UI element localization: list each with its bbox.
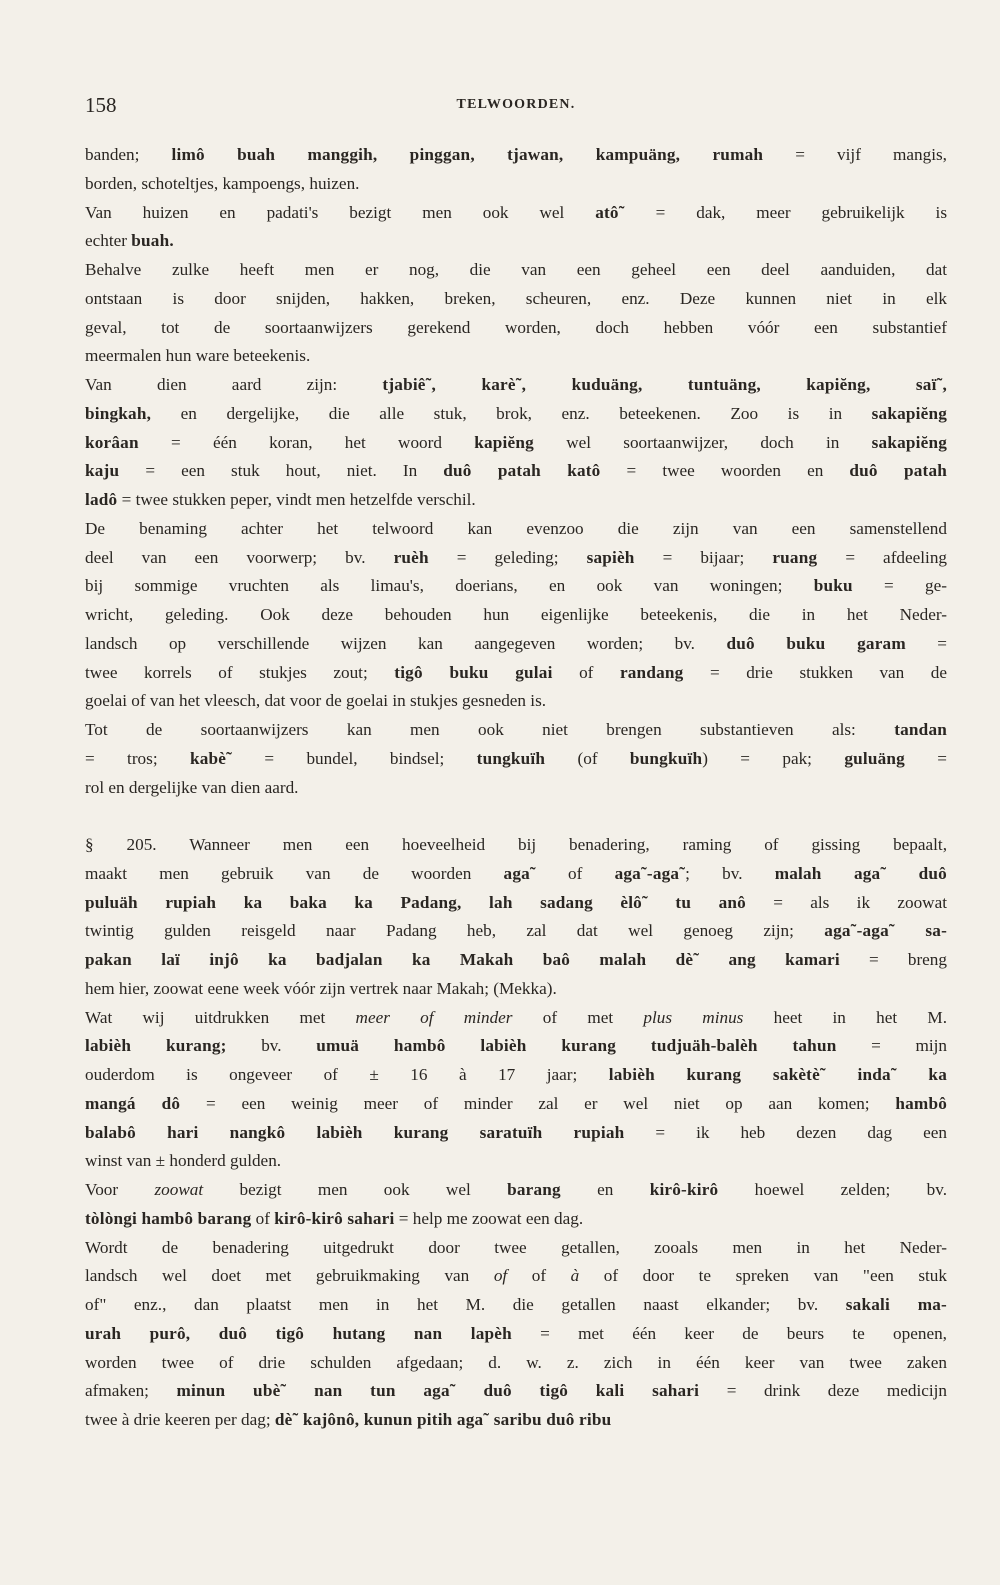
text-run: Tot de soortaanwijzers kan men ook niet brengen substantieven als:	[85, 720, 895, 739]
malay-term: sapièh	[586, 547, 635, 567]
text-run: of	[251, 1208, 275, 1228]
text-run: heet in het M.	[743, 1007, 947, 1027]
text-run: = drink deze medicijn	[699, 1381, 947, 1401]
malay-term: tigô buku gulai	[394, 662, 553, 682]
text-run: (of	[545, 748, 630, 768]
text-line	[85, 1147, 947, 1176]
malay-term: labièh kurang;	[85, 1036, 227, 1056]
malay-term: aga˜-aga˜ sa-	[824, 921, 947, 941]
text-line	[85, 745, 947, 774]
text-run: = een stuk hout, niet. In	[119, 461, 444, 481]
text-run: = mijn	[836, 1036, 947, 1056]
text-run: Voor	[85, 1180, 155, 1199]
text-run: borden, schoteltjes, kampoengs, huizen.	[85, 173, 360, 193]
text-line	[85, 170, 947, 199]
malay-term: guluäng	[844, 748, 905, 768]
text-line	[85, 227, 947, 256]
malay-term: limô buah manggih, pinggan, tjawan, kampuäng, rumah	[171, 145, 764, 164]
text-line	[85, 544, 947, 573]
text-line	[85, 371, 947, 400]
text-line	[85, 831, 947, 860]
text-run: ; bv.	[685, 863, 775, 883]
malay-term: balabô hari nangkô labièh kurang saratuïh rupiah	[85, 1122, 625, 1142]
malay-term: aga˜	[503, 863, 536, 883]
text-run: twee à drie keeren per dag;	[85, 1410, 275, 1429]
text-line	[85, 630, 947, 659]
emphasis: à	[570, 1266, 580, 1286]
malay-term: buah.	[131, 231, 174, 251]
text-run: wel soortaanwijzer, doch in	[533, 432, 872, 452]
text-run: Van dien aard zijn:	[85, 375, 383, 394]
text-run: ) = pak;	[702, 748, 845, 768]
text-line	[85, 889, 947, 918]
text-run: = help me zoowat een dag.	[394, 1208, 584, 1228]
malay-term: mangá dô	[85, 1093, 181, 1113]
text-run: = tros;	[85, 748, 190, 768]
text-run: = vijf mangis,	[763, 145, 947, 164]
text-run: bv.	[226, 1036, 317, 1056]
text-run: = één koran, het woord	[138, 432, 475, 452]
text-run: of" enz., dan plaatst men in het M. die getallen naast elkander; bv.	[85, 1295, 846, 1314]
text-line	[85, 429, 947, 458]
text-line	[85, 285, 947, 314]
malay-term: malah aga˜ duô	[774, 863, 947, 883]
text-line	[85, 1320, 947, 1349]
page-number: 158	[85, 93, 117, 117]
malay-term: puluäh rupiah ka baka ka Padang, lah sadang èlô˜ tu anô	[85, 892, 746, 912]
text-line	[85, 1176, 947, 1205]
text-run: = breng	[839, 950, 947, 969]
text-line	[85, 572, 947, 601]
text-run: en	[560, 1180, 650, 1199]
text-run: twintig gulden reisgeld naar Padang heb, zal dat wel genoeg zijn;	[85, 921, 825, 941]
malay-term: buku	[813, 576, 853, 596]
text-line	[85, 1061, 947, 1090]
text-run: Behalve zulke heeft men er nog, die van een geheel een deel aanduiden, dat	[85, 260, 947, 279]
text-run: = drie stukken van de	[683, 662, 948, 682]
text-line	[85, 1406, 947, 1435]
text-run: afmaken;	[85, 1381, 177, 1401]
malay-term: hambô	[895, 1093, 947, 1113]
text-line	[85, 1377, 947, 1406]
malay-term: duô buku garam	[726, 633, 906, 653]
text-run: = dak, meer gebruikelijk is	[624, 202, 948, 222]
text-line	[85, 975, 947, 1004]
malay-term: bingkah,	[85, 403, 152, 423]
text-line	[85, 486, 947, 515]
emphasis: of	[493, 1266, 508, 1286]
text-line	[85, 860, 947, 889]
text-run: bij sommige vruchten als limau's, doerians, en ook van woningen;	[85, 576, 814, 596]
text-run: = geleding;	[428, 547, 587, 567]
text-line	[85, 1004, 947, 1033]
text-run: = ge-	[852, 576, 948, 596]
malay-term: ruèh	[393, 547, 429, 567]
text-line	[85, 1349, 947, 1378]
malay-term: kabè˜	[189, 748, 233, 768]
text-line	[85, 256, 947, 285]
body-text	[85, 141, 947, 1435]
malay-term: tandan	[894, 720, 947, 739]
text-run: = een weinig meer of minder zal er wel niet op aan komen;	[180, 1093, 896, 1113]
text-line	[85, 400, 947, 429]
text-run: = met één keer de beurs te openen,	[511, 1323, 947, 1343]
malay-term: ladô	[85, 490, 118, 509]
text-run: worden twee of drie schulden afgedaan; d. w. z. zich in één keer van twee zaken	[85, 1352, 947, 1372]
text-line	[85, 457, 947, 486]
malay-term: randang	[619, 662, 684, 682]
text-run: of met	[512, 1007, 644, 1027]
text-run: wricht, geleding. Ook deze behouden hun eigenlijke beteekenis, die in het Neder-	[85, 605, 947, 624]
malay-term: tungkuïh	[476, 748, 546, 768]
malay-term: kaju	[85, 461, 120, 481]
text-run: geval, tot de soortaanwijzers gerekend worden, doch hebben vóór een substantief	[85, 317, 947, 337]
text-run: ouderdom is ongeveer of ± 16 à 17 jaar;	[85, 1065, 609, 1084]
emphasis: zoowat	[154, 1180, 204, 1199]
text-line	[85, 601, 947, 630]
page-header	[85, 93, 947, 119]
text-line	[85, 716, 947, 745]
text-run: = twee stukken peper, vindt men hetzelfde verschil.	[117, 490, 476, 509]
text-run: landsch op verschillende wijzen kan aangegeven worden; bv.	[85, 633, 727, 653]
text-line	[85, 1032, 947, 1061]
text-run: = ik heb dezen dag een	[624, 1122, 947, 1142]
text-line	[85, 917, 947, 946]
text-run: Van huizen en padati's bezigt men ook wel	[85, 202, 596, 222]
malay-term: minun ubè˜ nan tun aga˜ duô tigô kali sahari	[176, 1381, 700, 1401]
text-run: landsch wel doet met gebruikmaking van	[85, 1266, 494, 1286]
text-run: en dergelijke, die alle stuk, brok, enz. beteekenen. Zoo is in	[151, 403, 872, 423]
text-run: = bijaar;	[634, 547, 773, 567]
text-run: =	[905, 633, 947, 653]
text-run: echter	[85, 231, 132, 251]
malay-term: tjabiê˜, karè˜, kuduäng, tuntuäng, kapiĕng, saï˜,	[382, 375, 947, 394]
text-line	[85, 1090, 947, 1119]
text-line	[85, 1205, 947, 1234]
malay-term: barang	[507, 1180, 561, 1199]
text-line	[85, 515, 947, 544]
running-head: TELWOORDEN.	[456, 97, 576, 112]
text-line	[85, 1119, 947, 1148]
malay-term: urah purô, duô tigô hutang nan lapèh	[85, 1323, 512, 1343]
text-run: Wat wij uitdrukken met	[85, 1007, 356, 1027]
text-line	[85, 659, 947, 688]
text-run: § 205. Wanneer men een hoeveelheid bij benadering, raming of gissing bepaalt,	[85, 835, 947, 854]
malay-term: labièh kurang sakètè˜ inda˜ ka	[608, 1065, 947, 1084]
text-run: of door te spreken van "een stuk	[579, 1266, 947, 1286]
malay-term: sakapiĕng	[871, 403, 947, 423]
text-run: of	[535, 863, 615, 883]
text-run: = afdeeling	[817, 547, 948, 567]
text-run: De benaming achter het telwoord kan evenzoo die zijn van een samenstellend	[85, 518, 947, 538]
malay-term: kirô-kirô	[649, 1180, 719, 1199]
text-line	[85, 141, 947, 170]
text-line	[85, 342, 947, 371]
text-run: = twee woorden en	[600, 461, 850, 481]
text-run: Wordt de benadering uitgedrukt door twee getallen, zooals men in het Neder-	[85, 1237, 947, 1257]
text-line	[85, 1262, 947, 1291]
text-run: of	[552, 662, 620, 682]
malay-term: duô patah	[849, 461, 948, 481]
paragraph-gap	[85, 802, 947, 831]
text-run: meermalen hun ware beteekenis.	[85, 346, 311, 366]
malay-term: korâan	[85, 432, 139, 452]
text-line	[85, 1234, 947, 1263]
malay-term: umuä hambô labièh kurang tudjuäh-balèh tahun	[316, 1036, 837, 1056]
malay-term: atô˜	[595, 202, 625, 222]
text-run: =	[904, 748, 947, 768]
text-run: ontstaan is door snijden, hakken, breken, scheuren, enz. Deze kunnen niet in elk	[85, 288, 947, 308]
malay-term: aga˜-aga˜	[614, 863, 686, 883]
text-run: rol en dergelijke van dien aard.	[85, 777, 299, 797]
emphasis: plus minus	[643, 1007, 744, 1027]
malay-term: bungkuïh	[629, 748, 703, 768]
text-run: hem hier, zoowat eene week vóór zijn vertrek naar Makah; (Mekka).	[85, 978, 557, 998]
text-run: goelai of van het vleesch, dat voor de goelai in stukjes gesneden is.	[85, 691, 547, 711]
malay-term: kirô-kirô sahari	[274, 1208, 395, 1228]
text-line	[85, 1291, 947, 1320]
text-line	[85, 774, 947, 803]
text-run: winst van ± honderd gulden.	[85, 1151, 282, 1171]
text-run: maakt men gebruik van de woorden	[85, 863, 504, 883]
text-run: = als ik zoowat	[745, 892, 947, 912]
emphasis: meer of minder	[355, 1007, 513, 1027]
malay-term: tòlòngi hambô barang	[85, 1208, 252, 1228]
text-run: = bundel, bindsel;	[232, 748, 477, 768]
text-line	[85, 946, 947, 975]
text-run: banden;	[85, 145, 172, 164]
malay-term: duô patah katô	[443, 461, 601, 481]
malay-term: ruang	[772, 547, 818, 567]
text-run: deel van een voorwerp; bv.	[85, 547, 394, 567]
text-line	[85, 687, 947, 716]
malay-term: kapiĕng	[474, 432, 534, 452]
malay-term: sakali ma-	[845, 1295, 947, 1314]
malay-term: sakapiĕng	[871, 432, 948, 452]
malay-term: dè˜ kajônô, kunun pitih aga˜ saribu duô ribu	[274, 1410, 612, 1429]
text-run: twee korrels of stukjes zout;	[85, 662, 395, 682]
text-line	[85, 314, 947, 343]
text-run: bezigt men ook wel	[203, 1180, 508, 1199]
text-run: hoewel zelden; bv.	[718, 1180, 947, 1199]
text-run: of	[507, 1266, 571, 1286]
malay-term: pakan laï injô ka badjalan ka Makah baô malah dè˜ ang kamari	[85, 950, 840, 969]
text-line	[85, 199, 947, 228]
